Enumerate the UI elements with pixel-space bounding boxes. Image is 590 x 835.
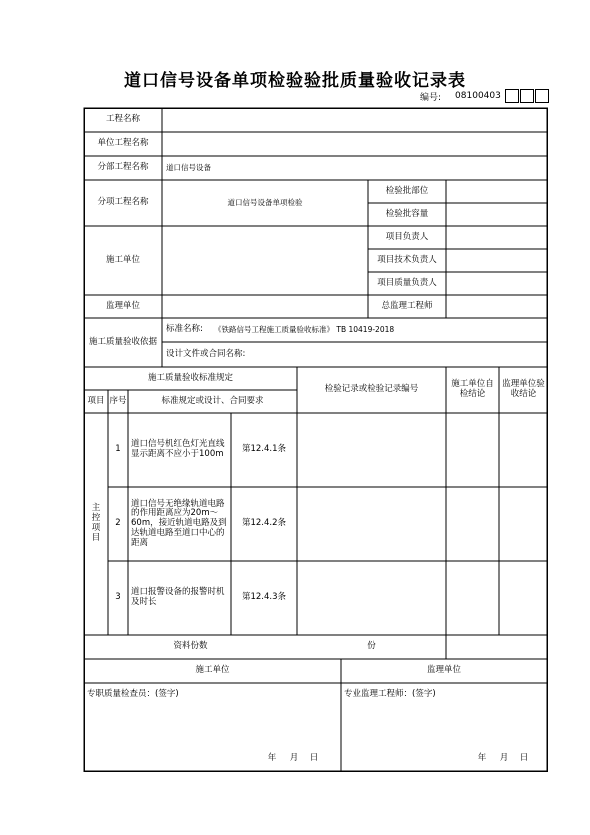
label-inspect-part: 检验批部位 [385, 185, 429, 196]
design-doc-label: 设计文件或合同名称: [166, 348, 246, 359]
sub-project-value: 道口信号设备 [166, 162, 211, 172]
con-day: 日 [309, 753, 319, 764]
label-project-name: 工程名称 [105, 114, 140, 125]
code-number: 08100403 [455, 91, 501, 101]
label-item-project: 分项工程名称 [97, 197, 149, 208]
label-unit-project: 单位工程名称 [97, 138, 149, 149]
item-2-seq: 2 [115, 518, 121, 529]
col-req: 标准规定或设计、合同要求 [161, 395, 264, 406]
item-1-seq: 1 [115, 444, 121, 455]
spec-header-group: 施工质量验收标准规定 [147, 372, 233, 383]
label-sub-project: 分部工程名称 [97, 162, 149, 173]
col-sup-result: 监理单位验收结论 [502, 379, 545, 399]
standard-name-value: 《铁路信号工程施工质量验收标准》 TB 10419-2018 [214, 324, 395, 334]
label-construction-unit: 施工单位 [105, 254, 140, 265]
con-month: 月 [289, 753, 299, 764]
item-2-req: 道口信号无绝缘轨道电路的作用距离应为20m～60m，接近轨道电路及到达轨道电路至道口中心的距离 [131, 498, 227, 548]
item-project-value: 道口信号设备单项检验 [227, 197, 303, 207]
sup-month: 月 [499, 753, 509, 764]
main-item-label: 主控项目 [91, 503, 101, 543]
sign-con-inspector: 专职质量检查员：(签字) [87, 689, 179, 700]
label-quality-leader: 项目质量负责人 [377, 277, 437, 288]
sign-con-unit: 施工单位 [195, 665, 230, 676]
sup-day: 日 [519, 753, 529, 764]
item-2-clause: 第12.4.2条 [241, 518, 287, 529]
item-3-clause: 第12.4.3条 [241, 592, 287, 603]
item-3-req: 道口报警设备的报警时机及时长 [131, 587, 225, 607]
label-inspect-capacity: 检验批容量 [385, 208, 429, 219]
col-item: 项目 [87, 395, 105, 406]
code-label: 编号: [420, 92, 442, 103]
sup-year: 年 [477, 753, 487, 764]
label-supervision-unit: 监理单位 [105, 300, 140, 311]
item-3-seq: 3 [115, 592, 121, 603]
col-seq: 序号 [109, 395, 127, 406]
label-project-leader: 项目负责人 [385, 231, 429, 242]
col-record: 检验记录或检验记录编号 [324, 384, 419, 395]
page-title: 道口信号设备单项检验验批质量验收记录表 [124, 71, 466, 91]
sign-sup-unit: 监理单位 [426, 665, 461, 676]
sign-sup-engineer: 专业监理工程师：(签字) [344, 689, 436, 700]
label-tech-leader: 项目技术负责人 [377, 254, 437, 265]
item-1-clause: 第12.4.1条 [241, 444, 287, 455]
item-1-req: 道口信号机红色灯光直线显示距离不应小于100m [131, 439, 225, 459]
col-con-result: 施工单位自检结论 [451, 379, 494, 399]
doc-count-label: 资料份数 [173, 641, 208, 652]
label-basis: 施工质量验收依据 [88, 336, 157, 347]
con-year: 年 [267, 753, 277, 764]
standard-name-label: 标准名称: [166, 324, 203, 335]
label-chief-supervisor: 总监理工程师 [381, 300, 433, 311]
doc-count-unit: 份 [367, 641, 376, 652]
